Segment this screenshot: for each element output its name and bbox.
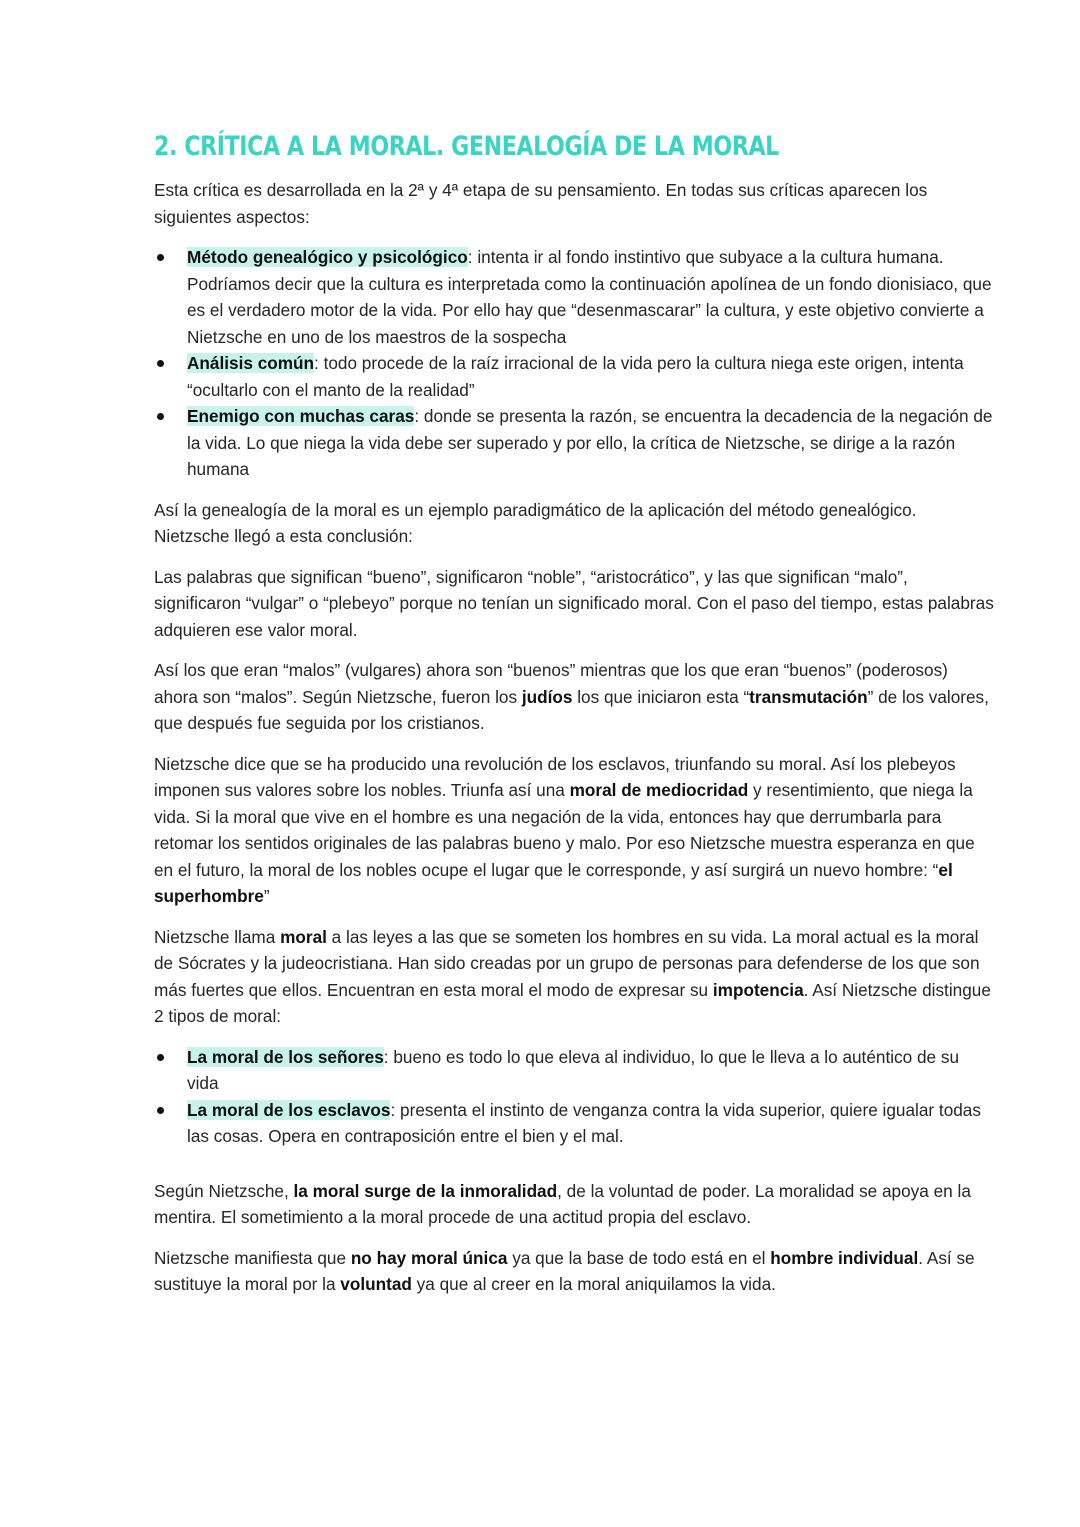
highlighted-term: La moral de los señores xyxy=(187,1046,384,1067)
bold-term: la moral surge de la inmoralidad xyxy=(293,1180,558,1201)
bold-term: el superhombre xyxy=(154,859,953,906)
item-text: : donde se presenta la razón, se encuentra la decadencia de la negación de la vida. Lo que niega la vida debe ser superado y por ello, la crítica de Nietzsche, se dirige a la razón humana xyxy=(187,406,993,479)
bold-term: moral de mediocridad xyxy=(569,780,749,800)
text-run: , de la voluntad de poder. La moralidad se apoya en la mentira. El sometimiento a la moral procede de una actitud propia del esclavo. xyxy=(154,1180,971,1227)
bold-term: judíos xyxy=(521,686,573,707)
intro-paragraph: Esta crítica es desarrollada en la 2ª y 4ª etapa de su pensamiento. En todas sus críticas aparecen los siguientes aspectos: xyxy=(154,180,928,227)
bold-term: hombre individual xyxy=(770,1247,919,1268)
revolution-paragraph xyxy=(154,751,994,910)
text-run: Así los que eran “malos” (vulgares) ahora son “buenos” mientras que los que eran “buenos” (poderosos) ahora son “malos”. Según Nietzsche, fueron los xyxy=(154,660,948,707)
item-text: : intenta ir al fondo instintivo que subyace a la cultura humana. Podríamos decir que la cultura es interpretada como la continuación apolínea de un fondo dionisiaco, que es el verdadero motor de la vida. Por ello hay que “desenmascarar” la cultura, y este objetivo convierte a Nietzsche en uno de los maestros de la sospecha xyxy=(187,247,992,347)
transmutation-paragraph xyxy=(154,657,994,737)
text-run: ya que al creer en la moral aniquilamos la vida. xyxy=(411,1274,776,1294)
highlighted-term: Análisis común xyxy=(187,353,315,373)
text-run: y resentimiento, que niega la vida. Si la moral que vive en el hombre es una negación de la vida, entonces hay que derrumbarla para retomar los sentidos originales de las palabras bueno y malo. Por eso Nietzsche muestra esperanza en que en el futuro, la moral de los nobles ocupe el lugar que le corresponde, y así surgirá un nuevo hombre: “ xyxy=(154,780,975,880)
highlighted-term: Enemigo con muchas caras xyxy=(187,406,415,426)
text-run: Nietzsche dice que se ha producido una revolución de los esclavos, triunfando su moral. Así los plebeyos imponen sus valores sobre los nobles. Triunfa así una xyxy=(154,753,956,800)
section-title: 2. CRÍTICA A LA MORAL. GENEALOGÍA DE LA MORAL xyxy=(154,131,779,162)
list-item xyxy=(187,403,994,483)
bold-term: moral xyxy=(280,926,327,947)
text-run: Nietzsche manifiesta que xyxy=(154,1247,351,1268)
item-text: : presenta el instinto de venganza contra la vida superior, quiere igualar todas las cosas. Opera en contraposición entre el bien y el mal. xyxy=(187,1099,981,1146)
item-text: : bueno es todo lo que eleva al individuo, lo que le lleva a lo auténtico de su vida xyxy=(187,1046,960,1093)
list-item xyxy=(187,1097,994,1150)
text-run: a las leyes a las que se someten los hombres en su vida. La moral actual es la moral de Sócrates y la judeocristiana. Han sido creadas por un grupo de personas para defenderse de los que son más fuertes que ellos. Encuentran en esta moral el modo de expresar su xyxy=(154,926,980,1000)
document-page xyxy=(154,128,994,1312)
list-item xyxy=(187,1044,994,1097)
moral-types-list xyxy=(154,1044,994,1150)
text-run: ya que la base de todo está en el xyxy=(507,1247,771,1268)
genealogy-paragraph: Así la genealogía de la moral es un ejemplo paradigmático de la aplicación del método genealógico. Nietzsche llegó a esta conclusión: xyxy=(154,499,917,546)
bold-term: no hay moral única xyxy=(350,1247,508,1268)
highlighted-term: La moral de los esclavos xyxy=(187,1099,391,1120)
text-run: los que iniciaron esta “ xyxy=(572,686,750,707)
conclusion-paragraph xyxy=(154,1245,994,1298)
highlighted-term: Método genealógico y psicológico xyxy=(187,247,468,267)
text-run: ” de los valores, que después fue seguida por los cristianos. xyxy=(154,686,989,733)
list-item xyxy=(187,244,994,350)
immorality-paragraph xyxy=(154,1178,994,1231)
text-run: ” xyxy=(263,886,270,906)
bold-term: transmutación xyxy=(749,686,868,707)
moral-definition-paragraph xyxy=(154,924,994,1030)
text-run: . Así Nietzsche distingue 2 tipos de moral: xyxy=(154,979,991,1026)
text-run: . Así se sustituye la moral por la xyxy=(154,1247,975,1294)
aspects-list xyxy=(154,244,994,483)
bold-term: impotencia xyxy=(712,979,804,1000)
bold-term: voluntad xyxy=(340,1274,412,1294)
text-run: Según Nietzsche, xyxy=(154,1180,294,1201)
words-paragraph: Las palabras que significan “bueno”, significaron “noble”, “aristocrático”, y las que significan “malo”, significaron “vulgar” o “plebeyo” porque no tenían un significado moral. Con el paso del tiempo, estas palabras adquieren ese valor moral. xyxy=(154,566,994,640)
list-item xyxy=(187,350,994,403)
item-text: : todo procede de la raíz irracional de la vida pero la cultura niega este origen, intenta “ocultarlo con el manto de la realidad” xyxy=(187,353,964,400)
text-run: Nietzsche llama xyxy=(154,926,281,947)
